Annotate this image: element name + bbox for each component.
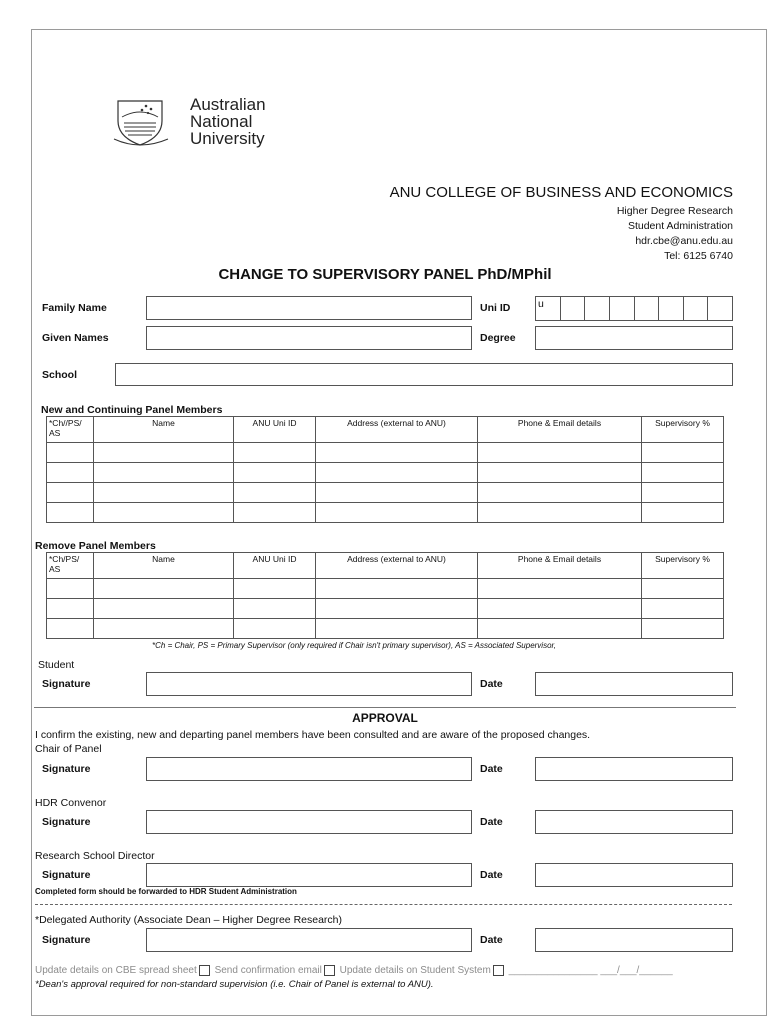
school-field[interactable] xyxy=(115,363,733,386)
confirmation-email-label: Send confirmation email xyxy=(214,965,322,977)
hdr-date-field[interactable] xyxy=(535,810,733,834)
anu-wordmark xyxy=(190,96,266,147)
college-name: ANU COLLEGE OF BUSINESS AND ECONOMICS xyxy=(389,184,733,201)
new-panel-table xyxy=(46,416,724,523)
chair-date-label: Date xyxy=(480,763,503,775)
director-signature-label: Signature xyxy=(42,869,91,881)
hdr-signature-field[interactable] xyxy=(146,810,472,834)
column-header: Phone & Email details xyxy=(478,417,642,443)
column-header: *Ch/PS/ AS xyxy=(47,553,94,579)
header-tel: Tel: 6125 6740 xyxy=(664,250,733,262)
chair-date-field[interactable] xyxy=(535,757,733,781)
student-date-label: Date xyxy=(480,678,503,690)
chair-signature-field[interactable] xyxy=(146,757,472,781)
column-header: Supervisory % xyxy=(642,417,724,443)
table-row[interactable] xyxy=(47,483,724,503)
header-email: hdr.cbe@anu.edu.au xyxy=(635,235,733,247)
initials-date-line: ________________ ___/___/______ xyxy=(508,965,673,977)
table-header-row xyxy=(47,417,724,443)
chair-of-panel-label: Chair of Panel xyxy=(35,743,102,755)
table-row[interactable] xyxy=(47,503,724,523)
given-names-field[interactable] xyxy=(146,326,472,350)
delegated-signature-label: Signature xyxy=(42,934,91,946)
family-name-field[interactable] xyxy=(146,296,472,320)
chair-signature-label: Signature xyxy=(42,763,91,775)
director-date-field[interactable] xyxy=(535,863,733,887)
student-system-checkbox[interactable] xyxy=(493,965,504,976)
column-header: Supervisory % xyxy=(642,553,724,579)
dean-approval-note: *Dean's approval required for non-standard supervision (i.e. Chair of Panel is external to ANU). xyxy=(35,979,434,990)
school-label: School xyxy=(42,369,78,381)
logo-line-2: National xyxy=(190,112,253,131)
table-row[interactable] xyxy=(47,443,724,463)
hdr-signature-label: Signature xyxy=(42,816,91,828)
approval-title: APPROVAL xyxy=(352,711,418,725)
degree-field[interactable] xyxy=(535,326,733,350)
column-header: Name xyxy=(94,553,234,579)
column-header: Name xyxy=(94,417,234,443)
table-row[interactable] xyxy=(47,463,724,483)
family-name-label: Family Name xyxy=(42,302,107,314)
approval-divider xyxy=(34,707,736,708)
logo-line-3: University xyxy=(190,129,265,148)
table-header-row xyxy=(47,553,724,579)
column-header: Address (external to ANU) xyxy=(316,553,478,579)
delegated-date-label: Date xyxy=(480,934,503,946)
column-header: *Ch//PS/ AS xyxy=(47,417,94,443)
table-row[interactable] xyxy=(47,579,724,599)
given-names-label: Given Names xyxy=(42,332,109,344)
uni-id-cells xyxy=(535,296,733,321)
student-system-label: Update details on Student System xyxy=(339,965,491,977)
table-row[interactable] xyxy=(47,599,724,619)
office-use-row xyxy=(35,965,673,976)
approval-confirm-text: I confirm the existing, new and departing panel members have been consulted and are aware of the proposed changes. xyxy=(35,729,591,741)
cbe-spreadsheet-checkbox[interactable] xyxy=(199,965,210,976)
role-footnote: *Ch = Chair, PS = Primary Supervisor (only required if Chair isn't primary supervisor), AS = Associated Supervisor, xyxy=(152,641,556,650)
header-admin: Student Administration xyxy=(627,220,733,232)
logo-line-1: Australian xyxy=(190,95,266,114)
director-signature-field[interactable] xyxy=(146,863,472,887)
delegated-authority-label: *Delegated Authority (Associate Dean – Higher Degree Research) xyxy=(35,914,342,926)
hdr-date-label: Date xyxy=(480,816,503,828)
column-header: Phone & Email details xyxy=(478,553,642,579)
anu-crest-logo xyxy=(112,95,170,147)
director-date-label: Date xyxy=(480,869,503,881)
uni-id-label: Uni ID xyxy=(480,302,511,314)
column-header: ANU Uni ID xyxy=(234,417,316,443)
column-header: Address (external to ANU) xyxy=(316,417,478,443)
column-header: ANU Uni ID xyxy=(234,553,316,579)
confirmation-email-checkbox[interactable] xyxy=(324,965,335,976)
delegated-date-field[interactable] xyxy=(535,928,733,952)
student-signature-label: Signature xyxy=(42,678,91,690)
uni-id-prefix: u xyxy=(536,297,561,321)
student-label: Student xyxy=(38,659,75,671)
dashed-divider xyxy=(35,904,732,905)
cbe-spreadsheet-label: Update details on CBE spread sheet xyxy=(35,965,197,977)
new-panel-title: New and Continuing Panel Members xyxy=(41,404,223,416)
remove-panel-title: Remove Panel Members xyxy=(35,540,156,552)
table-row[interactable] xyxy=(47,619,724,639)
forward-note: Completed form should be forwarded to HDR Student Administration xyxy=(35,887,297,896)
delegated-signature-field[interactable] xyxy=(146,928,472,952)
hdr-convenor-label: HDR Convenor xyxy=(35,797,107,809)
uni-id-field[interactable] xyxy=(535,296,733,320)
degree-label: Degree xyxy=(480,332,516,344)
remove-panel-table xyxy=(46,552,724,639)
student-signature-field[interactable] xyxy=(146,672,472,696)
form-title: CHANGE TO SUPERVISORY PANEL PhD/MPhil xyxy=(218,266,552,283)
director-label: Research School Director xyxy=(35,850,155,862)
student-date-field[interactable] xyxy=(535,672,733,696)
header-unit: Higher Degree Research xyxy=(616,205,733,217)
